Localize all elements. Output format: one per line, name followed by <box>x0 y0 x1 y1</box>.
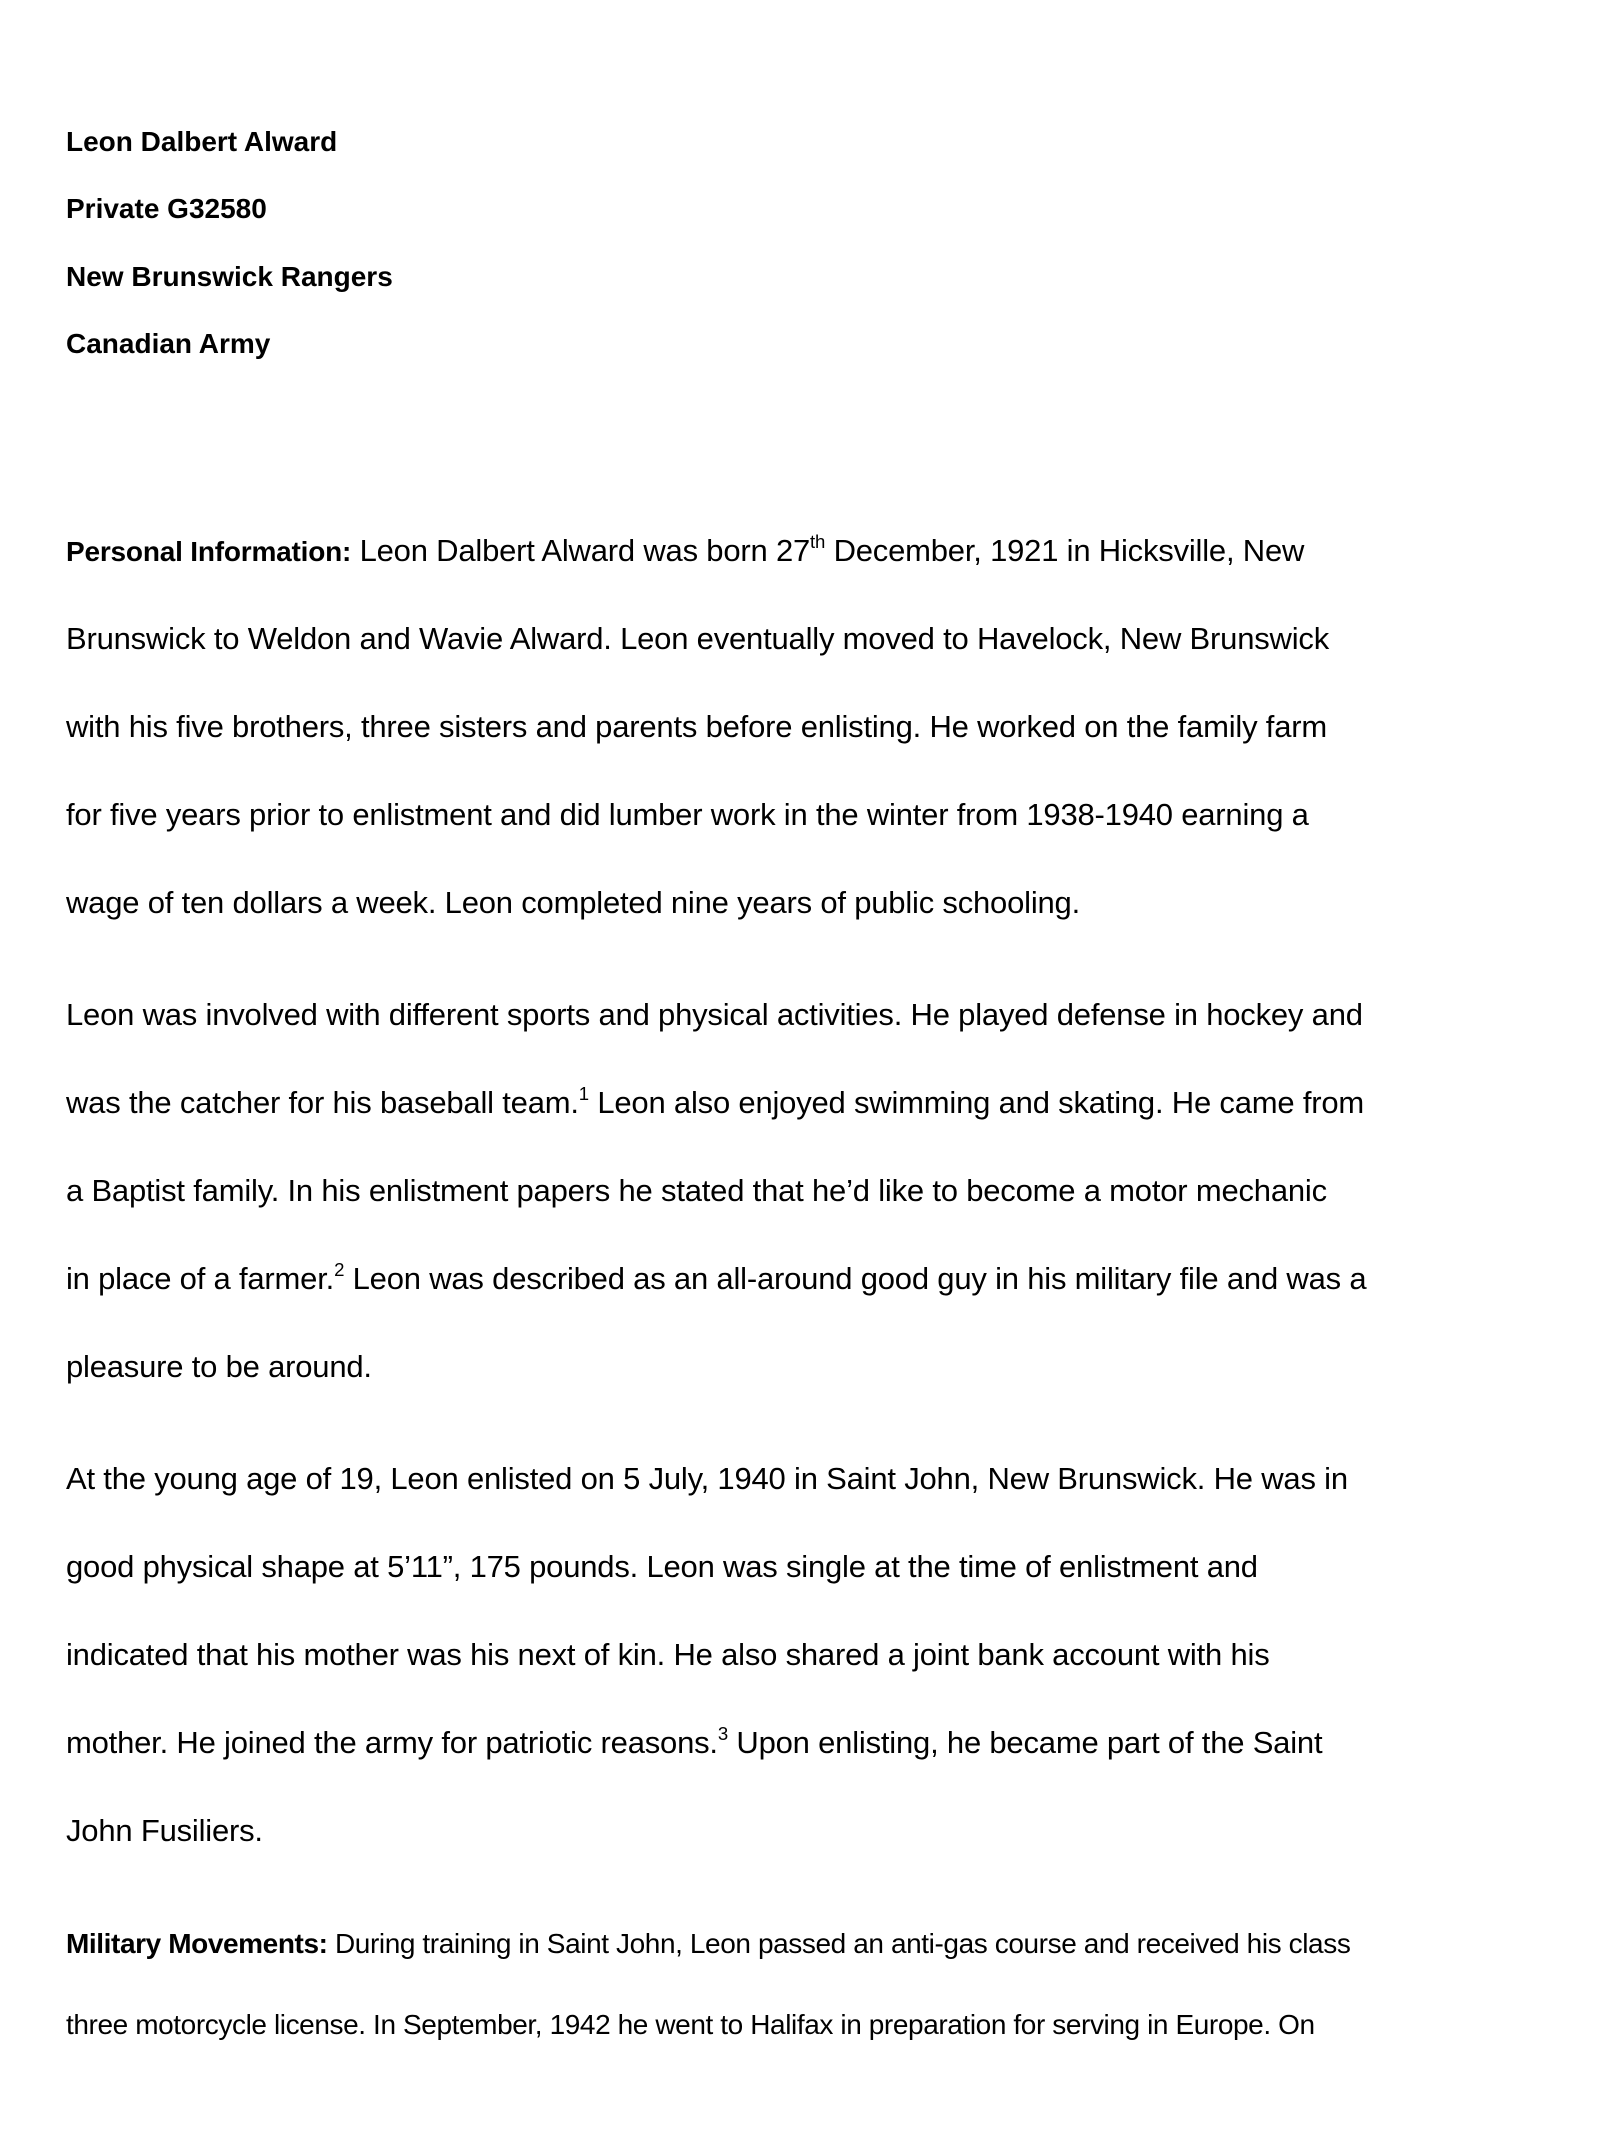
section-label: Military Movements: <box>66 1928 328 1959</box>
text-span: in place of a farmer. <box>66 1261 335 1296</box>
text-line: pleasure to be around. <box>66 1349 372 1384</box>
text-line: indicated that his mother was his next of kin. He also shared a joint bank account with his <box>66 1637 1270 1672</box>
text-line: Brunswick to Weldon and Wavie Alward. Leon eventually moved to Havelock, New Brunswick <box>66 621 1330 656</box>
text-line: good physical shape at 5’11”, 175 pounds. Leon was single at the time of enlistment and <box>66 1549 1258 1584</box>
text-line: for five years prior to enlistment and did lumber work in the winter from 1938-1940 earning a <box>66 797 1309 832</box>
ordinal-suffix: th <box>810 530 826 552</box>
soldier-rank: Private G32580 <box>66 193 267 224</box>
text-line: John Fusiliers. <box>66 1813 263 1848</box>
footnote-ref[interactable]: 3 <box>717 1722 728 1744</box>
footnote-ref[interactable]: 2 <box>334 1258 345 1280</box>
text-span: Leon also enjoyed swimming and skating. He came from <box>588 1085 1365 1120</box>
text-line <box>66 1926 1350 1962</box>
text-line: a Baptist family. In his enlistment papers he stated that he’d like to become a motor mechanic <box>66 1173 1327 1208</box>
soldier-unit: New Brunswick Rangers <box>66 261 393 292</box>
section-label: Personal Information: <box>66 536 352 567</box>
text-line <box>66 530 1305 570</box>
text-span: During training in Saint John, Leon passed an anti-gas course and received his class <box>327 1928 1351 1959</box>
text-line <box>66 1082 1365 1121</box>
text-span: Upon enlisting, he became part of the Saint <box>728 1725 1323 1760</box>
text-line <box>66 1258 1367 1297</box>
text-span: December, 1921 in Hicksville, New <box>825 533 1305 568</box>
text-line: At the young age of 19, Leon enlisted on 5 July, 1940 in Saint John, New Brunswick. He was in <box>66 1461 1348 1496</box>
text-span: mother. He joined the army for patriotic reasons. <box>66 1725 718 1760</box>
text-line: Leon was involved with different sports and physical activities. He played defense in hockey and <box>66 997 1363 1032</box>
text-line: three motorcycle license. In September, 1942 he went to Halifax in preparation for serving in Europe. On <box>66 2009 1315 2040</box>
soldier-branch: Canadian Army <box>66 328 271 359</box>
text-line: with his five brothers, three sisters and parents before enlisting. He worked on the family farm <box>66 709 1328 744</box>
text-span: was the catcher for his baseball team. <box>66 1085 579 1120</box>
footnote-ref[interactable]: 1 <box>578 1082 589 1104</box>
text-span: Leon Dalbert Alward was born 27 <box>351 533 811 568</box>
text-line: wage of ten dollars a week. Leon completed nine years of public schooling. <box>66 885 1080 920</box>
soldier-name: Leon Dalbert Alward <box>66 126 338 157</box>
text-line <box>66 1722 1323 1761</box>
text-span: Leon was described as an all-around good guy in his military file and was a <box>344 1261 1367 1296</box>
